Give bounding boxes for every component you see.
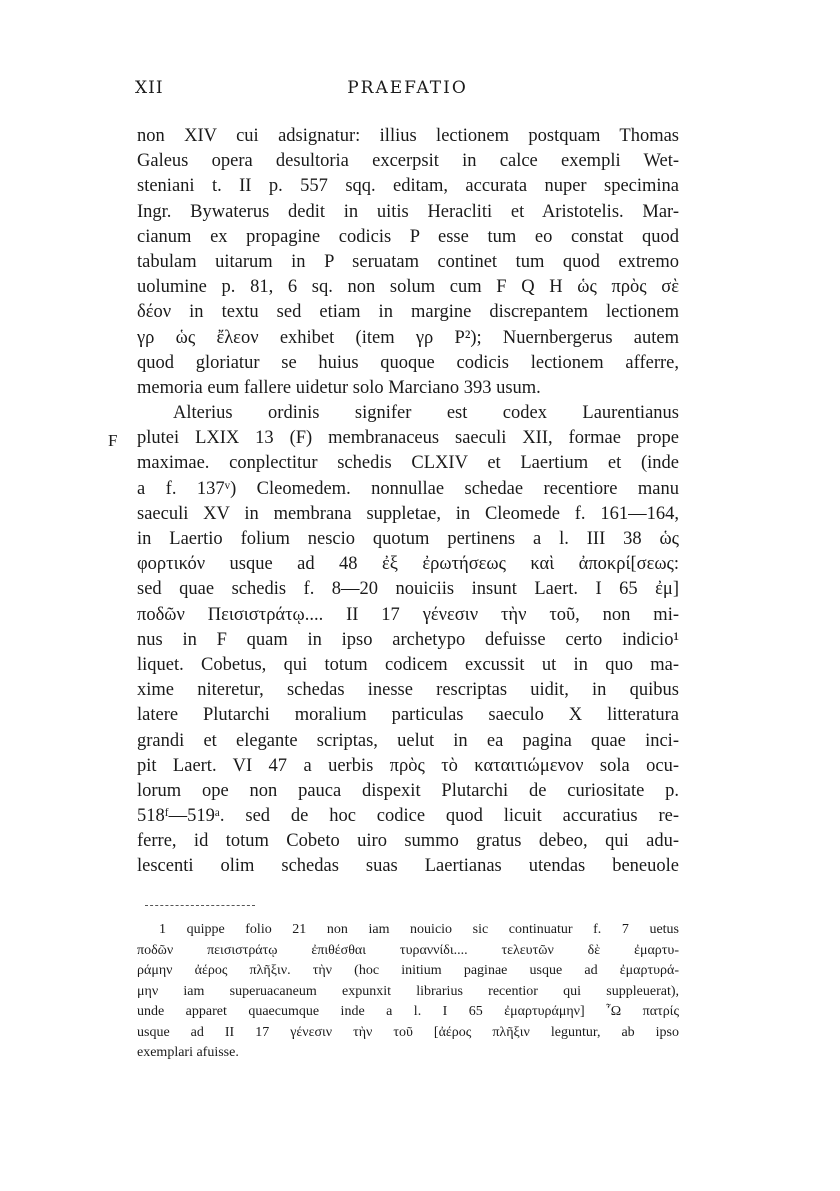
text-line: lescenti olim schedas suas Laertianas utendas beneuole: [137, 856, 679, 877]
footnote-line: μην iam superuacaneum expunxit librarius recentior qui suppleuerat),: [137, 983, 679, 999]
text-line: δέον in textu sed etiam in margine discrepantem lectionem: [137, 302, 679, 323]
text-line: γρ ὡς ἔλεον exhibet (item γρ P²); Nuernbergerus autem: [137, 327, 679, 348]
text-line: in Laertio folium nescio quotum pertinens a l. III 38 ὡς: [137, 529, 679, 549]
text-line: sed quae schedis f. 8—20 nouiciis insunt Laert. I 65 ἐμ]: [137, 579, 679, 600]
footnote-rule: [145, 905, 255, 906]
footnotes: [137, 920, 679, 1064]
page-header: [135, 78, 680, 102]
text-line: ferre, id totum Cobeto uiro summo gratus debeo, qui adu-: [137, 831, 679, 852]
text-line: liquet. Cobetus, qui totum codicem excussit ut in quo ma-: [137, 654, 679, 675]
text-line: latere Plutarchi moralium particulas saeculo X litteratura: [137, 705, 679, 726]
running-head: PRAEFATIO: [347, 78, 468, 98]
text-line: uolumine p. 81, 6 sq. non solum cum F Q H ὡς πρὸς σὲ: [137, 277, 679, 298]
text-line: ποδῶν Πεισιστράτῳ.... II 17 γένεσιν τὴν τοῦ, non mi-: [137, 604, 679, 625]
text-line: quod gloriatur se huius quoque codicis lectionem afferre,: [137, 352, 679, 373]
footnote-line: ράμην ἀέρος πλῆξιν. τὴν (hoc initium paginae usque ad ἐμαρτυρά-: [137, 963, 679, 978]
text-line: Ingr. Bywaterus dedit in uitis Heracliti et Aristotelis. Mar-: [137, 201, 679, 222]
text-line: Galeus opera desultoria excerpsit in calce exempli Wet-: [137, 151, 679, 172]
text-line: pit Laert. VI 47 a uerbis πρὸς τὸ καταιτιώμενον sola ocu-: [137, 755, 679, 776]
text-line: grandi et elegante scriptas, uelut in ea pagina quae inci-: [137, 730, 679, 751]
text-line: xime niteretur, schedas inesse rescriptas uidit, in quibus: [137, 680, 679, 701]
text-line: steniani t. II p. 557 sqq. editam, accurata nuper specimina: [137, 176, 679, 197]
text-line: tabulam uitarum in P seruatam continet tum quod extremo: [137, 251, 679, 272]
footnote-line: unde apparet quaecumque inde a l. I 65 ἐμαρτυράμην] ῏Ω πατρίς: [137, 1004, 679, 1019]
text-line: Alterius ordinis signifer est codex Laurentianus: [173, 403, 679, 424]
footnote-line: ποδῶν πεισιστράτῳ ἐπιθέσθαι τυραννίδι.... τελευτῶν δὲ ἐμαρτυ-: [137, 942, 679, 958]
page-number: XII: [135, 78, 164, 98]
text-line: non XIV cui adsignatur: illius lectionem postquam Thomas: [137, 126, 679, 146]
footnote-line: exemplari afuisse.: [137, 1045, 239, 1060]
text-line: nus in F quam in ipso archetypo defuisse certo indicio¹: [137, 629, 679, 650]
margin-note: F: [108, 431, 118, 450]
text-line: plutei LXIX 13 (F) membranaceus saeculi XII, formae prope: [137, 428, 679, 449]
text-line: 518ᶠ—519ᵃ. sed de hoc codice quod licuit accuratius re-: [137, 806, 679, 827]
text-line: memoria eum fallere uidetur solo Marciano 393 usum.: [137, 377, 541, 398]
text-line: φορτικόν usque ad 48 ἐξ ἐρωτήσεως καὶ ἀποκρί[σεως:: [137, 554, 679, 575]
text-line: a f. 137ᵛ) Cleomedem. nonnullae schedae recentiore manu: [137, 478, 679, 499]
footnote-line: usque ad II 17 γένεσιν τὴν τοῦ [ἀέρος πλῆξιν leguntur, ab ipso: [137, 1024, 679, 1040]
text-line: lorum ope non pauca dispexit Plutarchi de curiositate p.: [137, 780, 679, 801]
text-line: saeculi XV in membrana suppletae, in Cleomede f. 161—164,: [137, 503, 679, 524]
text-line: cianum ex propagine codicis P esse tum eo constat quod: [137, 226, 679, 247]
text-line: maximae. conplectitur schedis CLXIV et Laertium et (inde: [137, 453, 679, 474]
main-text: [137, 124, 679, 880]
footnote-line: 1 quippe folio 21 non iam nouicio sic continuatur f. 7 uetus: [159, 922, 679, 937]
